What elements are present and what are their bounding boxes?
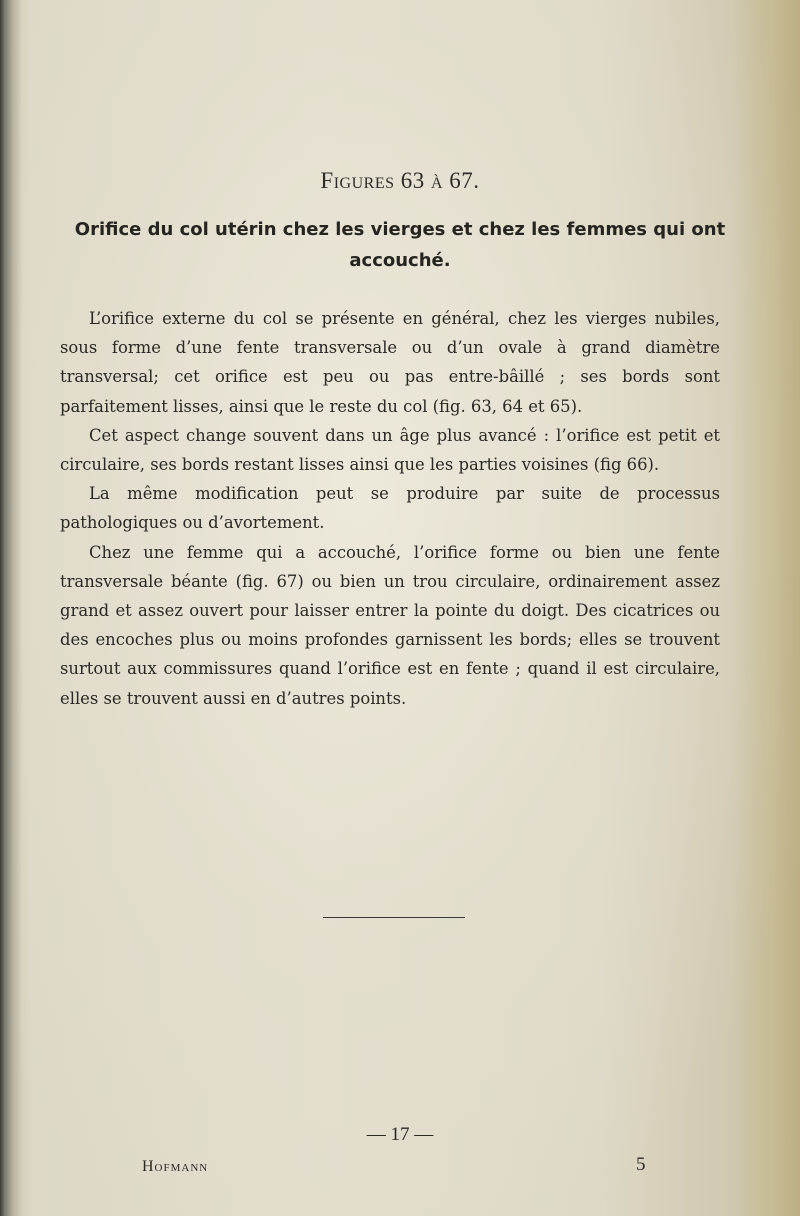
- paragraph: L’orifice externe du col se présente en général, chez les vierges nubiles, sous forme d’une fente transversale ou d’un ovale à grand diamètre transversal; cet orifice est peu ou pas entre-bâillé ; ses bords sont parfaitement lisses, ainsi que le reste du col (fig. 63, 64 et 65).: [60, 309, 720, 416]
- figures-title: Figures 63 à 67.: [320, 168, 480, 193]
- paragraph: La même modification peut se produire par suite de processus pathologiques ou d’avortement.: [60, 484, 720, 533]
- section-separator: [323, 917, 465, 918]
- page-number: — 17 —: [366, 1124, 434, 1145]
- paragraph: Chez une femme qui a accouché, l’orifice forme ou bien une fente transversale béante (fig. 67) ou bien un trou circulaire, ordinairement assez grand et assez ouvert pour laisser entrer la pointe du doigt. Des cicatrices ou des encoches plus ou moins profondes garnissent les bords; elles se trouvent surtout aux commissures quand l’orifice est en fente ; quand il est circulaire, elles se trouvent aussi en d’autres points.: [60, 542, 720, 708]
- signature-name: Hofmann: [142, 1158, 209, 1175]
- paragraph: Cet aspect change souvent dans un âge plus avancé : l’orifice est petit et circulaire, ses bords restant lisses ainsi que les parties voisines (fig 66).: [60, 425, 720, 475]
- signature-mark: 5: [636, 1154, 646, 1175]
- body-text: [60, 304, 720, 713]
- section-heading: Orifice du col utérin chez les vierges et chez les femmes qui ont accouché.: [74, 219, 726, 271]
